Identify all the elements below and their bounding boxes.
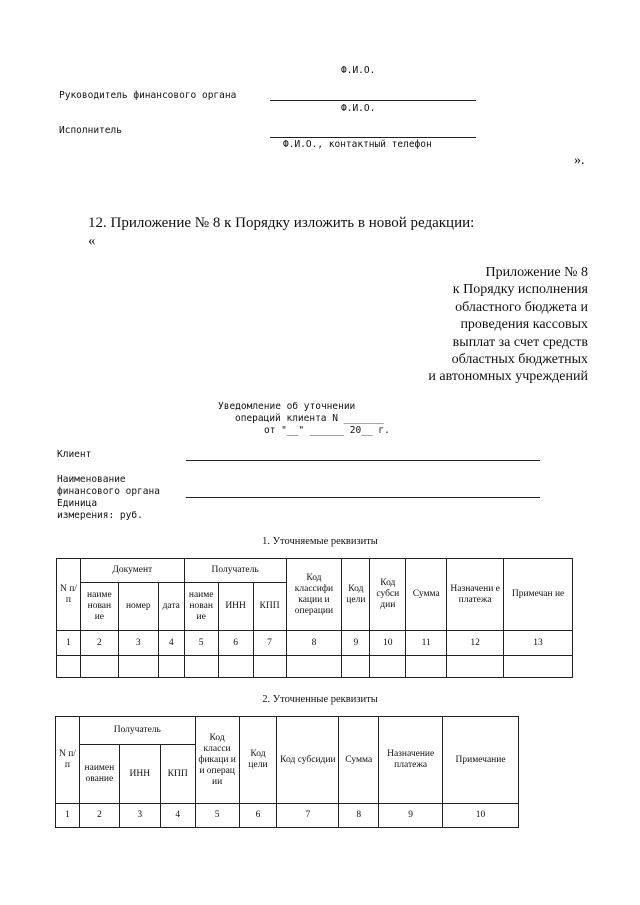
column-number: 4 — [158, 631, 184, 656]
head-of-finance-label: Руководитель финансового органа — [59, 90, 237, 101]
column-number: 10 — [443, 804, 519, 828]
column-number: 7 — [277, 804, 339, 828]
empty-cell — [218, 656, 253, 678]
column-number: 6 — [239, 804, 277, 828]
empty-cell — [80, 656, 118, 678]
col-class-code: Код класси фикаци и и операц ии — [195, 717, 239, 804]
column-number: 13 — [504, 631, 573, 656]
column-number: 1 — [57, 631, 81, 656]
notice-title-line2: операций клиента N _______ — [235, 413, 384, 424]
empty-cell — [253, 656, 286, 678]
col-rec-name: наиме нован ие — [184, 583, 218, 631]
notice-title-line1: Уведомление об уточнении — [218, 401, 356, 412]
col-kpp: КПП — [253, 583, 286, 631]
empty-cell — [447, 656, 504, 678]
appendix-line: Приложение № 8 — [485, 265, 588, 280]
table-clarified-details — [56, 558, 573, 678]
col-rec-name: наимен ование — [79, 745, 119, 804]
column-number: 11 — [406, 631, 447, 656]
col-doc-date: дата — [158, 583, 184, 631]
empty-cell — [184, 656, 218, 678]
column-number: 5 — [184, 631, 218, 656]
finorg-label-1: Наименование — [57, 474, 126, 485]
col-goal-code: Код цели — [342, 559, 370, 631]
column-number: 12 — [447, 631, 504, 656]
table2-caption: 2. Уточненные реквизиты — [262, 694, 378, 705]
empty-cell — [504, 656, 573, 678]
appendix-line: областных бюджетных — [451, 352, 588, 368]
executor-signature-line — [270, 137, 476, 138]
client-label: Клиент — [57, 449, 92, 460]
appendix-line: проведения кассовых — [460, 317, 588, 333]
empty-cell — [118, 656, 158, 678]
appendix-line: и автономных учреждений — [428, 369, 588, 385]
notice-title-line3: от "__" ______ 20__ г. — [264, 425, 390, 436]
col-kpp: КПП — [160, 745, 195, 804]
appendix-line: выплат за счет средств — [452, 334, 588, 350]
col-note: Примечан ие — [504, 559, 573, 631]
column-number: 3 — [118, 631, 158, 656]
finorg-label-2: финансового органа — [57, 486, 160, 497]
column-number: 3 — [119, 804, 160, 828]
column-number: 4 — [160, 804, 195, 828]
col-purpose: Назначени е платежа — [447, 559, 504, 631]
head-signature-line — [270, 100, 476, 101]
empty-cell — [57, 656, 81, 678]
column-number: 9 — [379, 804, 443, 828]
opening-quote: « — [88, 233, 96, 249]
col-doc-number: номер — [118, 583, 158, 631]
col-class-code: Код классифи кации и операции — [286, 559, 342, 631]
column-number: 2 — [80, 631, 118, 656]
column-number: 5 — [195, 804, 239, 828]
col-document: Документ — [80, 559, 184, 583]
column-number: 9 — [342, 631, 370, 656]
table-updated-details — [55, 716, 519, 828]
col-np: N п/п — [56, 717, 80, 804]
appendix-line: к Порядку исполнения — [452, 282, 588, 298]
empty-cell — [342, 656, 370, 678]
item-12-text: 12. Приложение № 8 к Порядку изложить в новой редакции: — [88, 215, 475, 231]
column-number: 8 — [286, 631, 342, 656]
col-inn: ИНН — [218, 583, 253, 631]
empty-cell — [406, 656, 447, 678]
table-row — [57, 631, 573, 656]
fio-caption-top: Ф.И.О. — [341, 65, 376, 76]
finorg-line — [186, 497, 540, 498]
col-sum: Сумма — [406, 559, 447, 631]
col-np: N п/п — [57, 559, 81, 631]
column-number: 10 — [370, 631, 406, 656]
column-number: 6 — [218, 631, 253, 656]
col-doc-name: наиме нован ие — [80, 583, 118, 631]
column-number: 7 — [253, 631, 286, 656]
col-sum: Сумма — [339, 717, 379, 804]
col-inn: ИНН — [119, 745, 160, 804]
col-recipient: Получатель — [79, 717, 195, 745]
column-number: 8 — [339, 804, 379, 828]
closing-quote: ». — [574, 153, 585, 168]
table1-caption: 1. Уточняемые реквизиты — [262, 536, 378, 547]
col-recipient: Получатель — [184, 559, 286, 583]
client-line — [186, 460, 540, 461]
col-goal-code: Код цели — [239, 717, 277, 804]
fio-phone-caption: Ф.И.О., контактный телефон — [283, 139, 432, 150]
empty-cell — [158, 656, 184, 678]
col-note: Примечание — [443, 717, 519, 804]
executor-label: Исполнитель — [59, 125, 122, 136]
column-number: 2 — [79, 804, 119, 828]
column-number: 1 — [56, 804, 80, 828]
col-purpose: Назначение платежа — [379, 717, 443, 804]
table-row — [56, 804, 519, 828]
col-subsidy-code: Код субсидии — [277, 717, 339, 804]
empty-cell — [286, 656, 342, 678]
unit-label-2: измерения: руб. — [57, 510, 143, 521]
appendix-header — [428, 264, 588, 386]
unit-label-1: Единица — [57, 498, 98, 509]
fio-caption-head: Ф.И.О. — [341, 103, 376, 114]
table-row — [57, 656, 573, 678]
col-subsidy-code: Код субси дии — [370, 559, 406, 631]
empty-cell — [370, 656, 406, 678]
appendix-line: областного бюджета и — [455, 299, 588, 315]
